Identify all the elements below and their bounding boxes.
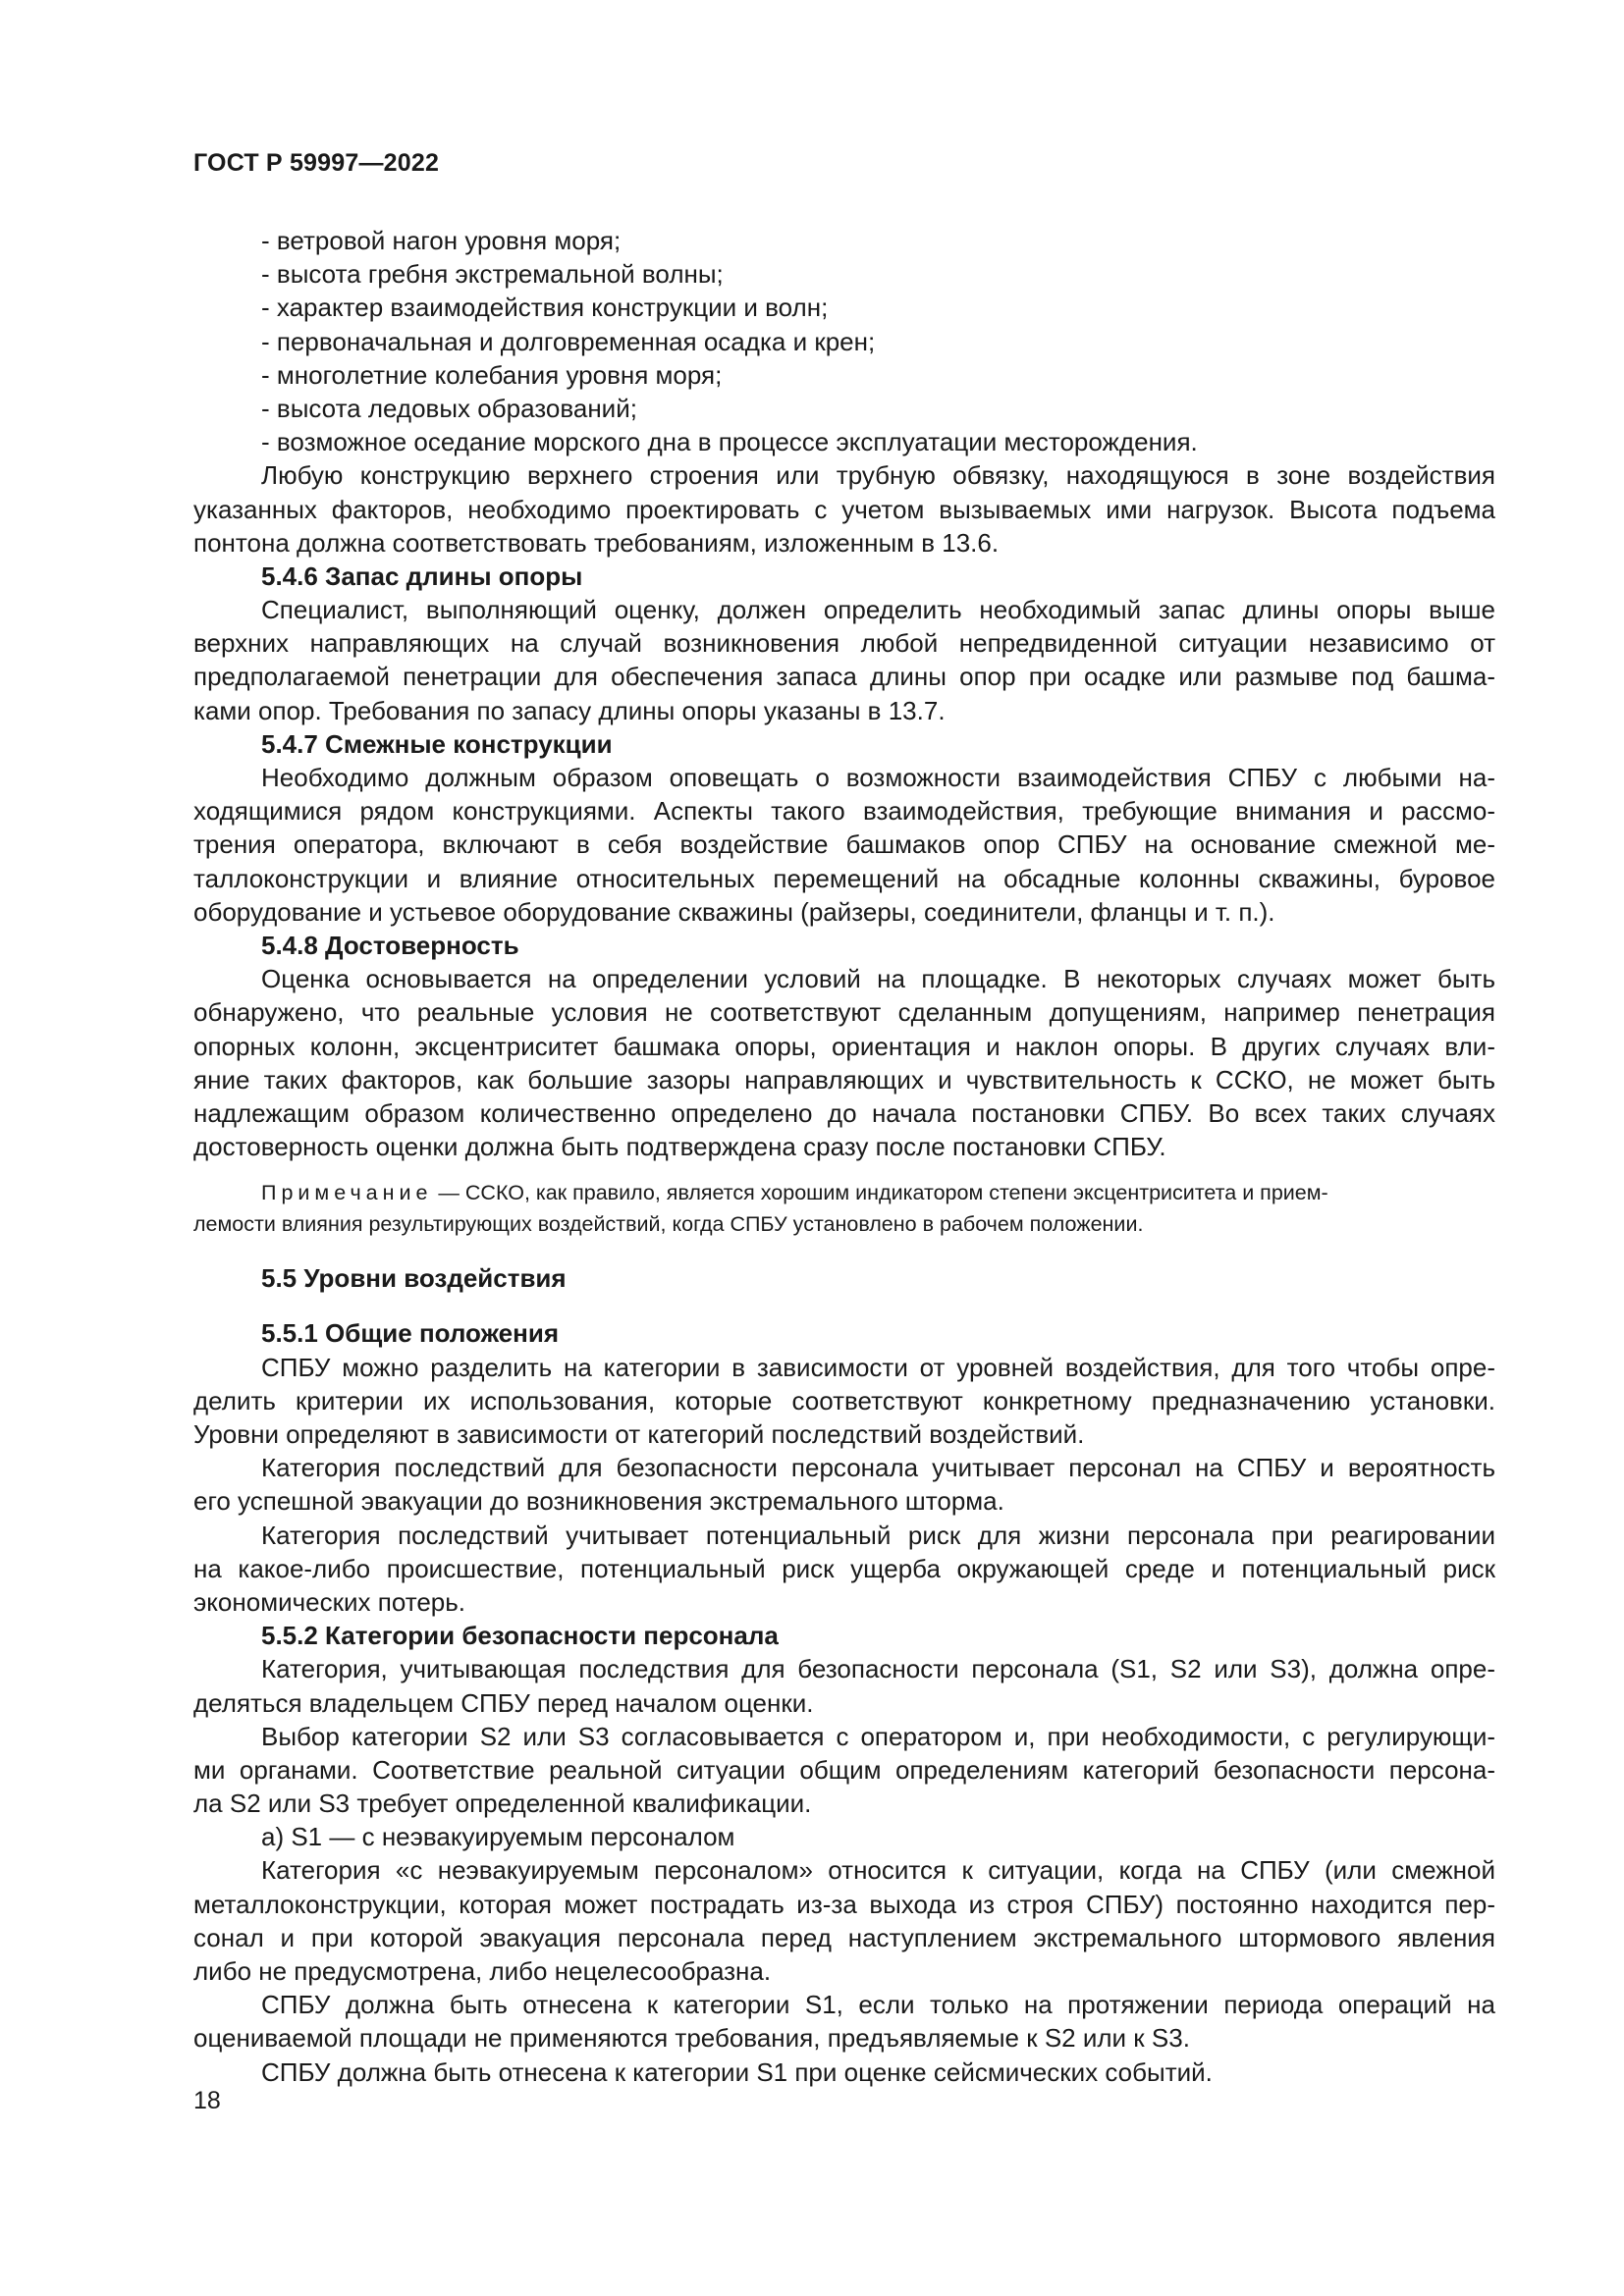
paragraph-line: верхних направляющих на случай возникновения любой непредвиденной ситуации независимо от	[193, 628, 1495, 659]
page-number: 18	[193, 2087, 221, 2114]
list-item: - многолетние колебания уровня моря;	[261, 359, 723, 390]
paragraph-line: ми органами. Соответствие реальной ситуации общим определениям категорий безопасности персона-	[193, 1754, 1495, 1785]
paragraph-line: предполагаемой пенетрации для обеспечения запаса длины опор при осадке или размыве под башма-	[193, 662, 1495, 692]
note-line: лемости влияния результирующих воздействий, когда СПБУ установлено в рабочем положении.	[193, 1212, 1144, 1237]
note-label: Примечание	[261, 1181, 433, 1205]
paragraph-line: либо не предусмотрена, либо нецелесообразна.	[193, 1956, 772, 1986]
paragraph-line: опорных колонн, эксцентриситет башмака опоры, ориентация и наклон опоры. В других случаях вли-	[193, 1031, 1495, 1061]
list-item: - возможное оседание морского дна в процессе эксплуатации месторождения.	[261, 427, 1198, 457]
paragraph-line: деляться владельцем СПБУ перед началом оценки.	[193, 1687, 814, 1718]
paragraph-line: достоверность оценки должна быть подтверждена сразу после постановки СПБУ.	[193, 1132, 1166, 1162]
paragraph-line: Категория «с неэвакуируемым персоналом» относится к ситуации, когда на СПБУ (или смежной	[261, 1855, 1495, 1886]
paragraph-line: Выбор категории S2 или S3 согласовывается с оператором и, при необходимости, с регулирующи-	[261, 1721, 1495, 1751]
section-heading-5-4-8: 5.4.8 Достоверность	[261, 930, 519, 960]
paragraph-line: яние таких факторов, как большие зазоры направляющих и чувствительность к ССКО, не может быть	[193, 1064, 1495, 1095]
paragraph-line: ками опор. Требования по запасу длины опоры указаны в 13.7.	[193, 695, 946, 725]
section-heading-5-5-1: 5.5.1 Общие положения	[261, 1318, 559, 1349]
document-body	[193, 224, 1495, 2089]
paragraph-line: Необходимо должным образом оповещать о возможности взаимодействия СПБУ с любыми на-	[261, 763, 1495, 792]
section-heading-5-5: 5.5 Уровни воздействия	[261, 1263, 567, 1294]
paragraph-line: СПБУ можно разделить на категории в зависимости от уровней воздействия, для того чтобы опре-	[261, 1352, 1495, 1382]
list-item: - характер взаимодействия конструкции и волн;	[261, 293, 829, 323]
section-heading-5-5-2: 5.5.2 Категории безопасности персонала	[261, 1621, 779, 1651]
paragraph-line: экономических потерь.	[193, 1586, 466, 1617]
paragraph-line: металлоконструкции, которая может пострадать из-за выхода из строя СПБУ) постоянно находится пер-	[193, 1889, 1495, 1919]
paragraph-line: трения оператора, включают в себя воздействие башмаков опор СПБУ на основание смежной ме-	[193, 829, 1495, 860]
paragraph-line: Оценка основывается на определении условий на площадке. В некоторых случаях может быть	[261, 964, 1495, 994]
list-item: - высота ледовых образований;	[261, 393, 637, 423]
list-item-a: а) S1 — с неэвакуируемым персоналом	[261, 1822, 735, 1852]
paragraph-line: Категория последствий для безопасности персонала учитывает персонал на СПБУ и вероятность	[261, 1453, 1495, 1483]
paragraph-line: на какое-либо происшествие, потенциальный риск ущерба окружающей среде и потенциальный риск	[193, 1553, 1495, 1583]
paragraph-line: СПБУ должна быть отнесена к категории S1, если только на протяжении периода операций на	[261, 1990, 1495, 2020]
list-item: - первоначальная и долговременная осадка и крен;	[261, 326, 876, 356]
paragraph-line: Любую конструкцию верхнего строения или трубную обвязку, находящуюся в зоне воздействия	[261, 460, 1495, 491]
paragraph-line: его успешной эвакуации до возникновения экстремального шторма.	[193, 1486, 1004, 1517]
paragraph-line: таллоконструкции и влияние относительных перемещений на обсадные колонны скважины, буровое	[193, 863, 1495, 893]
paragraph-line: Специалист, выполняющий оценку, должен определить необходимый запас длины опоры выше	[261, 595, 1495, 625]
list-item: - высота гребня экстремальной волны;	[261, 259, 724, 290]
paragraph-line: обнаружено, что реальные условия не соответствуют сделанным допущениям, например пенетрация	[193, 997, 1495, 1028]
paragraph-line: ходящимися рядом конструкциями. Аспекты такого взаимодействия, требующие внимания и рассмо-	[193, 796, 1495, 827]
paragraph-line: Категория последствий учитывает потенциальный риск для жизни персонала при реагировании	[261, 1520, 1495, 1550]
paragraph-line: указанных факторов, необходимо проектировать с учетом вызываемых ими нагрузок. Высота подъема	[193, 494, 1495, 524]
paragraph-line: понтона должна соответствовать требованиям, изложенным в 13.6.	[193, 527, 1000, 558]
note-line	[193, 1177, 1495, 1208]
paragraph-line: Категория, учитывающая последствия для безопасности персонала (S1, S2 или S3), должна опре-	[261, 1654, 1495, 1684]
paragraph-line: Уровни определяют в зависимости от категорий последствий воздействий.	[193, 1419, 1085, 1449]
paragraph-line: ла S2 или S3 требует определенной квалификации.	[193, 1789, 812, 1819]
section-heading-5-4-6: 5.4.6 Запас длины опоры	[261, 561, 583, 591]
paragraph-line: оборудование и устьевое оборудование скважины (райзеры, соединители, фланцы и т. п.).	[193, 896, 1275, 927]
document-header: ГОСТ Р 59997—2022	[193, 149, 440, 177]
paragraph-line: СПБУ должна быть отнесена к категории S1 при оценке сейсмических событий.	[261, 2056, 1213, 2087]
paragraph-line: надлежащим образом количественно определено до начала постановки СПБУ. Во всех таких случаях	[193, 1097, 1495, 1128]
paragraph-line: оцениваемой площади не применяются требования, предъявляемые к S2 или к S3.	[193, 2023, 1190, 2054]
note-text: — ССКО, как правило, является хорошим индикатором степени эксцентриситета и прием-	[432, 1181, 1328, 1205]
paragraph-line: сонал и при которой эвакуация персонала перед наступлением экстремального штормового явления	[193, 1922, 1495, 1952]
list-item: - ветровой нагон уровня моря;	[261, 226, 622, 255]
section-heading-5-4-7: 5.4.7 Смежные конструкции	[261, 728, 613, 759]
paragraph-line: делить критерии их использования, которые соответствуют конкретному предназначению установки.	[193, 1385, 1495, 1415]
